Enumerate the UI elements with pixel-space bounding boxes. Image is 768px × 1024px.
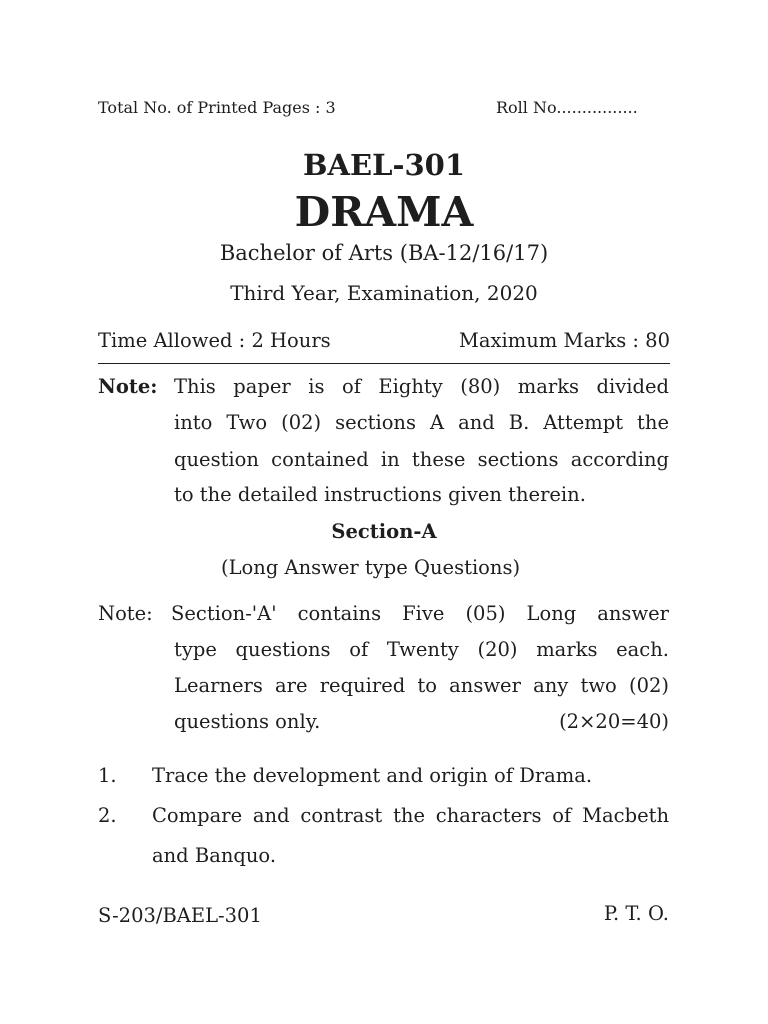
section-note-line-3: Learners are required to answer any two (02) [174,674,669,697]
note-label: Note: [98,375,158,398]
section-note-label: Note: [98,602,153,625]
printed-pages-count: Total No. of Printed Pages : 3 [98,98,336,117]
exam-year: Third Year, Examination, 2020 [230,281,538,305]
maximum-marks: Maximum Marks : 80 [458,329,670,352]
section-heading: Section-A [331,520,437,543]
paper-code: BAEL-301 [302,148,466,182]
note-line-2: into Two (02) sections A and B. Attempt the [174,411,669,434]
header-divider [98,363,670,364]
section-subheading: (Long Answer type Questions) [221,556,521,579]
section-note-line-2: type questions of Twenty (20) marks each. [174,638,669,661]
paper-subject-title: DRAMA [294,188,474,236]
please-turn-over: P. T. O. [603,902,669,925]
question-text: Trace the development and origin of Drama. [152,764,593,787]
note-line-3: question contained in these sections according [174,448,669,471]
question-text: Compare and contrast the characters of Macbeth [152,804,669,827]
section-note-line-4: questions only. [174,710,321,733]
note-line-4: to the detailed instructions given therein. [174,483,586,506]
programme-name: Bachelor of Arts (BA-12/16/17) [219,241,549,265]
question-number: 1. [98,764,117,787]
footer-paper-code: S-203/BAEL-301 [98,904,262,927]
question-number: 2. [98,804,117,827]
note-line-1: This paper is of Eighty (80) marks divided [174,375,669,398]
section-marks-distribution: (2×20=40) [559,710,669,733]
roll-number-field: Roll No................ [496,98,638,117]
time-allowed: Time Allowed : 2 Hours [98,329,331,352]
section-note-line-1: Section-'A' contains Five (05) Long answer [171,602,669,625]
question-text-continued: and Banquo. [152,844,277,867]
